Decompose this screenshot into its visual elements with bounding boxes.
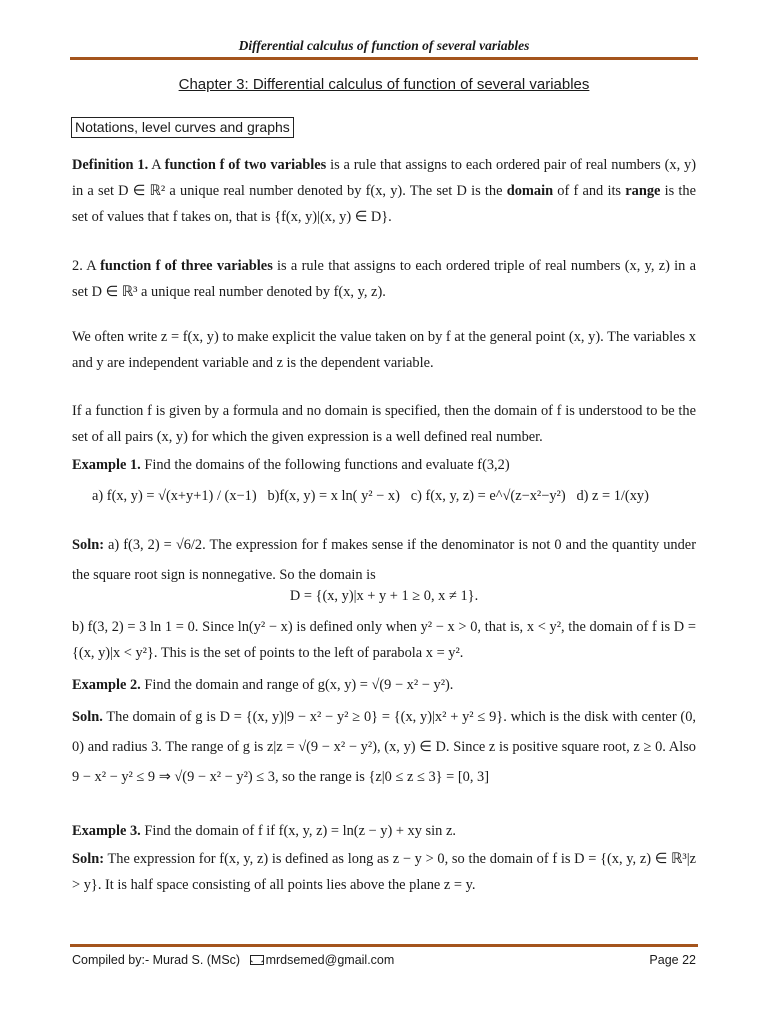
example-1-part-b: b)f(x, y) = x ln( y² − x) <box>267 488 400 504</box>
solution-3-label: Soln: <box>72 851 104 867</box>
page-footer <box>72 953 696 967</box>
example-2 <box>72 672 696 698</box>
solution-2 <box>72 702 696 792</box>
solution-3 <box>72 846 696 898</box>
definition-1-text-2: is a rule that assigns to each ordered pair of real numbers (x, y) in a set D ∈ ℝ² a unique real number denoted by f(x, y). The set D is the <box>72 157 696 199</box>
definition-2-term: function f of three variables <box>100 258 273 274</box>
example-2-text: Find the domain and range of g(x, y) = √(9 − x² − y²). <box>140 677 454 693</box>
solution-1-domain-equation: D = {(x, y)|x + y + 1 ≥ 0, x ≠ 1}. <box>289 588 479 604</box>
solution-1a-text: a) f(3, 2) = √6/2. The expression for f makes sense if the denominator is not 0 and the quantity under the square root sign is nonnegative. So the domain is <box>72 537 696 583</box>
running-header: Differential calculus of function of several variables <box>238 38 530 53</box>
solution-3-text: The expression for f(x, y, z) is defined as long as z − y > 0, so the domain of f is D = {(x, y, z) ∈ ℝ³|z > y}. It is half space consisting of all points lies above the plane z = y. <box>72 851 696 893</box>
definition-1-label: Definition 1. <box>72 157 149 173</box>
section-heading: Notations, level curves and graphs <box>71 117 294 138</box>
definition-2 <box>72 253 696 305</box>
solution-1a <box>72 530 696 590</box>
example-1-label: Example 1. <box>72 457 141 473</box>
definition-1-text-1: A <box>148 157 165 173</box>
solution-2-text: The domain of g is D = {(x, y)|9 − x² − y² ≥ 0} = {(x, y)|x² + y² ≤ 9}. which is the disk with center (0, 0) and radius 3. The range of g is z|z = √(9 − x² − y²), (x, y) ∈ D. Since z is positive square root, z ≥ 0. Also 9 − x² − y² ≤ 9 ⇒ √(9 − x² − y²) ≤ 3, so the range is {z|0 ≤ z ≤ 3} = [0, 3] <box>72 709 696 785</box>
solution-1-label: Soln: <box>72 537 104 553</box>
example-1-functions <box>92 488 692 505</box>
envelope-icon <box>250 955 264 965</box>
definition-1-text-3: of f and its <box>553 183 626 199</box>
example-2-label: Example 2. <box>72 677 141 693</box>
example-1-part-a: a) f(x, y) = √(x+y+1) / (x−1) <box>92 488 257 504</box>
definition-1-domain-term: domain <box>506 183 554 199</box>
domain-paragraph: If a function f is given by a formula and no domain is specified, then the domain of f is understood to be the set of all pairs (x, y) for which the given expression is a well defined real number. <box>72 403 696 445</box>
example-1-part-c: c) f(x, y, z) = e^√(z−x²−y²) <box>410 488 566 504</box>
definition-1-text-4: is the set of values that f takes on, that is {f(x, y)|(x, y) ∈ D}. <box>72 183 697 225</box>
example-3-text: Find the domain of f if f(x, y, z) = ln(z − y) + xy sin z. <box>140 823 456 839</box>
solution-2-label: Soln. <box>72 709 103 725</box>
definition-2-text-2: is a rule that assigns to each ordered triple of real numbers (x, y, z) in a set D ∈ ℝ³ a unique real number denoted by f(x, y, z). <box>72 258 696 300</box>
notation-paragraph: We often write z = f(x, y) to make explicit the value taken on by f at the general point (x, y). The variables x and y are independent variable and z is the dependent variable. <box>72 329 696 371</box>
example-1-text: Find the domains of the following functions and evaluate f(3,2) <box>140 457 510 473</box>
definition-1-range-term: range <box>625 183 661 199</box>
page-number: Page 22 <box>649 953 696 967</box>
chapter-title: Chapter 3: Differential calculus of function of several variables <box>178 76 590 93</box>
example-3-label: Example 3. <box>72 823 141 839</box>
example-1 <box>72 452 696 478</box>
solution-1b: b) f(3, 2) = 3 ln 1 = 0. Since ln(y² − x) is defined only when y² − x > 0, that is, x < y², the domain of f is D = {(x, y)|x < y²}. This is the set of points to the left of parabola x = y². <box>72 619 696 661</box>
definition-1 <box>72 152 696 230</box>
example-3 <box>72 818 696 844</box>
footer-rule <box>70 944 698 947</box>
header-rule <box>70 57 698 60</box>
footer-author: Compiled by:- Murad S. (MSc) <box>72 953 241 967</box>
example-1-part-d: d) z = 1/(xy) <box>576 488 649 504</box>
definition-2-text-1: 2. A <box>72 258 101 274</box>
definition-1-term: function f of two variables <box>164 157 327 173</box>
footer-email: mrdsemed@gmail.com <box>265 953 395 967</box>
